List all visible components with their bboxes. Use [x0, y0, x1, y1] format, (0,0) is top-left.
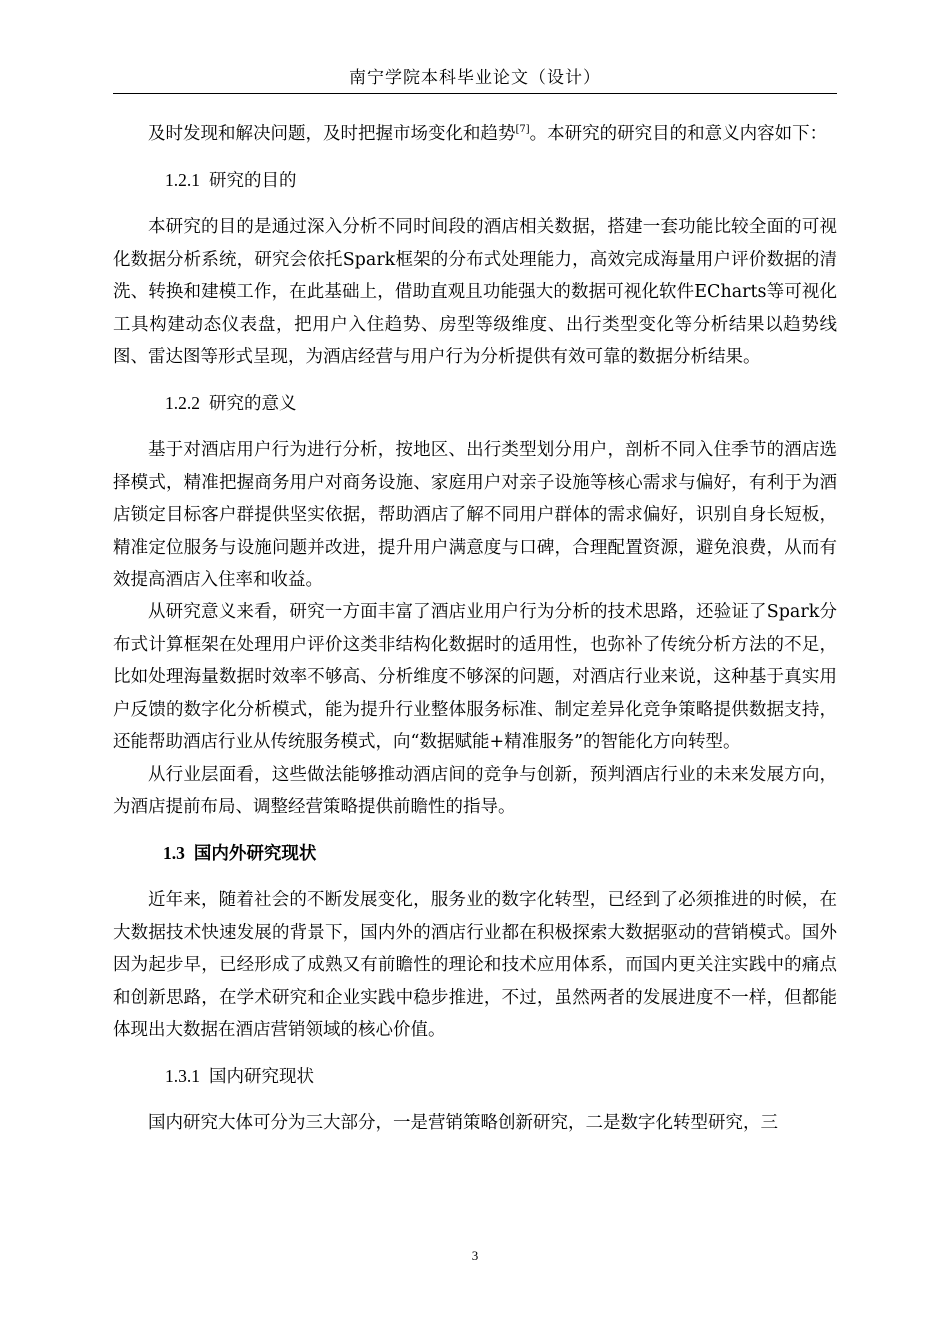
paragraph-significance-3: 从行业层面看，这些做法能够推动酒店间的竞争与创新，预判酒店行业的未来发展方向，为酒店提前布局、调整经营策略提供前瞻性的指导。: [113, 764, 837, 817]
paragraph-text: 及时发现和解决问题，及时把握市场变化和趋势: [148, 124, 516, 144]
section-number: 1.2.1: [165, 170, 200, 191]
page-header-title: 南宁学院本科毕业论文（设计）: [349, 68, 601, 88]
section-title: 国内研究现状: [209, 1067, 314, 1088]
page-body: [113, 118, 837, 1140]
paragraph-significance-2: 从研究意义来看，研究一方面丰富了酒店业用户行为分析的技术思路，还验证了Spark分布式计算框架在处理用户评价这类非结构化数据时的适用性，也弥补了传统分析方法的不足，比如处理海量数据时效率不够高、分析维度不够深的问题，对酒店行业来说，这种基于真实用户反馈的数字化分析模式，能为提升行业整体服务标准、制定差异化竞争策略提供数据支持，还能帮助酒店行业从传统服务模式，向“数据赋能+精准服务”的智能化方向转型。: [113, 602, 837, 753]
section-heading-1-2-2: [113, 387, 837, 420]
section-number: 1.3.1: [165, 1066, 200, 1087]
section-title: 研究的目的: [209, 171, 297, 192]
citation-ref: [7]: [515, 124, 530, 136]
paragraph-significance-1: 基于对酒店用户行为进行分析，按地区、出行类型划分用户，剖析不同入住季节的酒店选择模式，精准把握商务用户对商务设施、家庭用户对亲子设施等核心需求与偏好，有利于为酒店锁定目标客户群提供坚实依据，帮助酒店了解不同用户群体的需求偏好，识别自身长短板，精准定位服务与设施问题并改进，提升用户满意度与口碑，合理配置资源，避免浪费，从而有效提高酒店入住率和收益。: [113, 440, 837, 591]
page-number: 3: [471, 1248, 479, 1263]
paragraph-research-status: 近年来，随着社会的不断发展变化，服务业的数字化转型，已经到了必须推进的时候，在大数据技术快速发展的背景下，国内外的酒店行业都在积极探索大数据驱动的营销模式。国外因为起步早，已经形成了成熟又有前瞻性的理论和技术应用体系，而国内更关注实践中的痛点和创新思路，在学术研究和企业实践中稳步推进，不过，虽然两者的发展进度不一样，但都能体现出大数据在酒店营销领域的核心价值。: [113, 890, 837, 1040]
paragraph-intro-continuation: [113, 118, 837, 150]
paragraph-research-purpose: 本研究的目的是通过深入分析不同时间段的酒店相关数据，搭建一套功能比较全面的可视化数据分析系统，研究会依托Spark框架的分布式处理能力，高效完成海量用户评价数据的清洗、转换和建模工作，在此基础上，借助直观且功能强大的数据可视化软件ECharts等可视化工具构建动态仪表盘，把用户入住趋势、房型等级维度、出行类型变化等分析结果以趋势线图、雷达图等形式呈现，为酒店经营与用户行为分析提供有效可靠的数据分析结果。: [113, 217, 837, 368]
paragraph-domestic-status: 国内研究大体可分为三大部分，一是营销策略创新研究，二是数字化转型研究，三: [148, 1113, 778, 1134]
section-title: 国内外研究现状: [193, 844, 317, 865]
section-title: 研究的意义: [209, 394, 297, 415]
section-heading-1-2-1: [113, 164, 837, 197]
section-number: 1.2.2: [165, 393, 200, 414]
section-heading-1-3: [113, 837, 837, 870]
section-number: 1.3: [163, 843, 185, 864]
header-divider: [113, 93, 837, 94]
section-heading-1-3-1: [113, 1060, 837, 1093]
paragraph-text: 。本研究的研究目的和意义内容如下：: [529, 124, 828, 144]
